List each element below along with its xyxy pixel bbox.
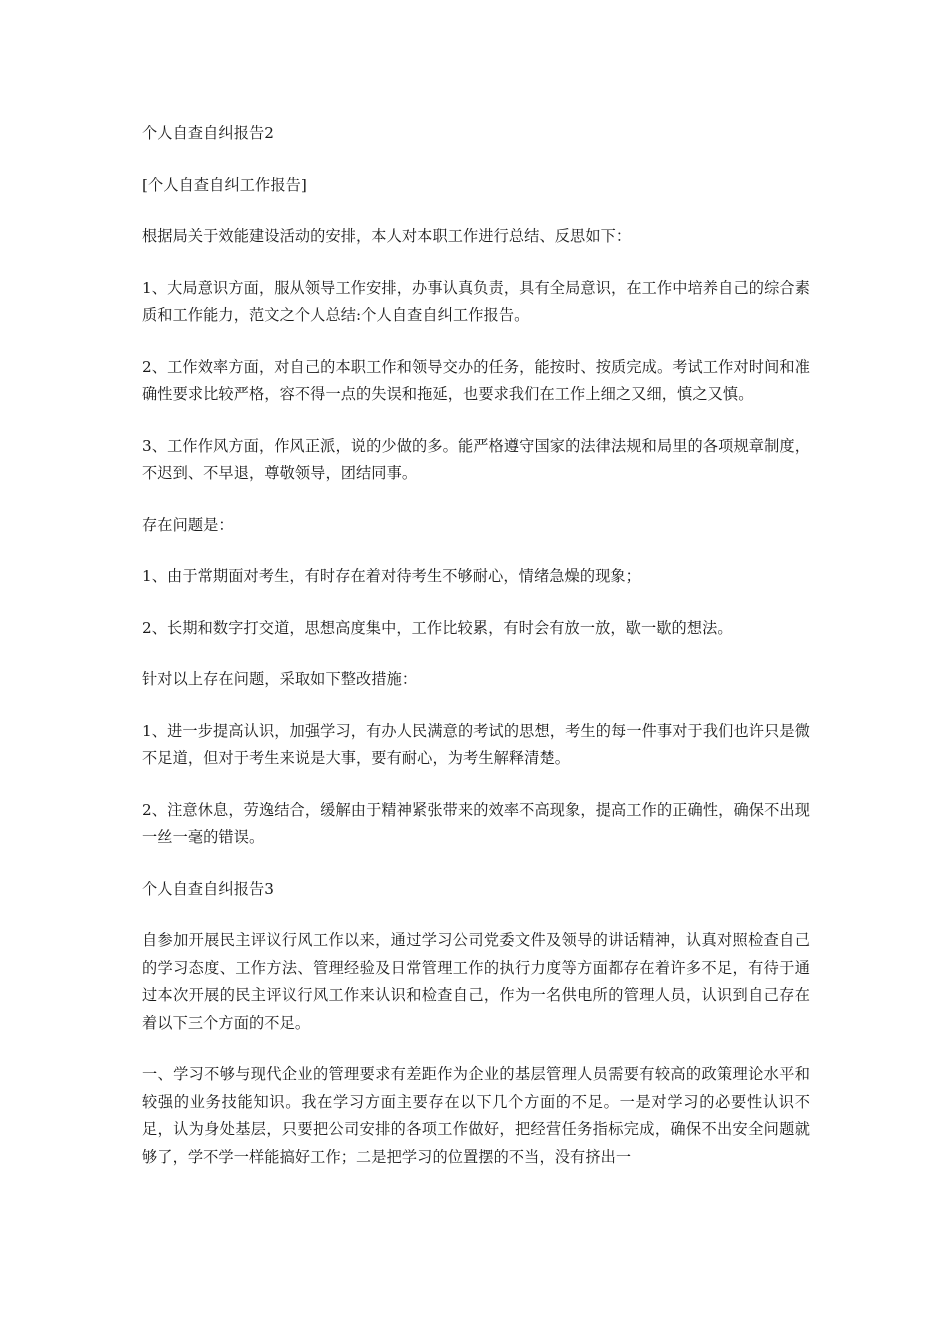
report-3-intro: 自参加开展民主评议行风工作以来，通过学习公司党委文件及领导的讲话精神，认真对照检查自己的学习态度、工作方法、管理经验及日常管理工作的执行力度等方面都存在着许多不足，有待于通过本次开展的民主评议行风工作来认识和检查自己，作为一名供电所的管理人员，认识到自己存在着以下三个方面的不足。 [142,931,810,1032]
item-work-efficiency: 2、工作效率方面，对自己的本职工作和领导交办的任务，能按时、按质完成。考试工作对时间和准确性要求比较严格，容不得一点的失误和拖延，也要求我们在工作上细之又细，慎之又慎。 [142,357,810,403]
measure-item-1: 1、进一步提高认识，加强学习，有办人民满意的考试的思想，考生的每一件事对于我们也许只是微不足道，但对于考生来说是大事，要有耐心，为考生解释清楚。 [142,721,810,767]
report-2-title: 个人自查自纠报告2 [142,124,275,142]
document-body [142,120,810,1195]
problem-item-2: 2、长期和数字打交道，思想高度集中，工作比较累，有时会有放一放，歇一歇的想法。 [142,618,733,637]
problems-heading: 存在问题是： [142,515,234,534]
report-2-subtitle: [个人自查自纠工作报告] [142,175,307,194]
problem-item-1: 1、由于常期面对考生，有时存在着对待考生不够耐心，情绪急燥的现象； [142,567,641,585]
report-3-section-1: 一、学习不够与现代企业的管理要求有差距作为企业的基层管理人员需要有较高的政策理论水平和较强的业务技能知识。我在学习方面主要存在以下几个方面的不足。一是对学习的必要性认识不足，认为身处基层，只要把公司安排的各项工作做好，把经营任务指标完成，确保不出安全问题就够了，学不学一样能搞好工作；二是把学习的位置摆的不当，没有挤出一 [142,1065,810,1166]
report-3-title: 个人自查自纠报告3 [142,879,275,898]
item-overall-awareness: 1、大局意识方面，服从领导工作安排，办事认真负责，具有全局意识，在工作中培养自己的综合素质和工作能力，范文之个人总结:个人自查自纠工作报告。 [142,278,810,324]
measure-item-2: 2、注意休息，劳逸结合，缓解由于精神紧张带来的效率不高现象，提高工作的正确性，确保不出现一丝一毫的错误。 [142,800,810,846]
intro-paragraph: 根据局关于效能建设活动的安排，本人对本职工作进行总结、反思如下： [142,227,632,245]
item-work-style: 3、工作作风方面，作风正派，说的少做的多。能严格遵守国家的法律法规和局里的各项规章制度，不迟到、不早退，尊敬领导，团结同事。 [142,436,810,482]
measures-heading: 针对以上存在问题，采取如下整改措施： [142,670,418,688]
